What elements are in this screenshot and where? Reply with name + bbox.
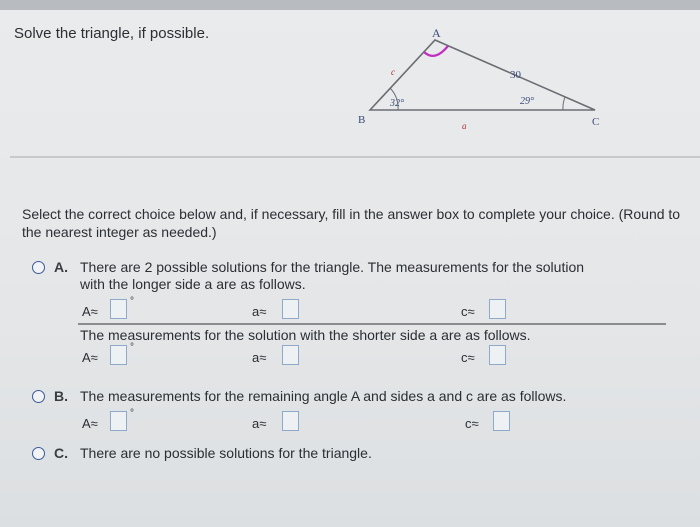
choice-a-longer-angle-label: A≈ bbox=[82, 304, 98, 319]
choice-a-shorter-side-a-label: a≈ bbox=[252, 350, 267, 365]
choice-b-angle-label: A≈ bbox=[82, 416, 98, 431]
choice-a-shorter-angle-input[interactable] bbox=[110, 345, 127, 365]
choice-a-longer-side-a-input[interactable] bbox=[282, 299, 299, 319]
choice-b-side-c-label: c≈ bbox=[465, 416, 479, 431]
choice-a-shorter-side-c-label: c≈ bbox=[461, 350, 475, 365]
choice-b-side-a-label: a≈ bbox=[252, 416, 267, 431]
angle-c-arc bbox=[563, 97, 565, 110]
triangle-diagram bbox=[340, 25, 620, 140]
choice-a-longer-angle-input[interactable] bbox=[110, 299, 127, 319]
choice-a-letter: A. bbox=[54, 259, 68, 275]
choice-c-radio[interactable] bbox=[32, 447, 45, 460]
choice-b-text: The measurements for the remaining angle A and sides a and c are as follows. bbox=[80, 388, 567, 404]
choice-b-radio[interactable] bbox=[32, 390, 45, 403]
degree-symbol: ° bbox=[130, 342, 134, 353]
choice-a-shorter-side-c-input[interactable] bbox=[489, 345, 506, 365]
top-bar bbox=[0, 0, 700, 10]
vertex-c-label: C bbox=[592, 116, 600, 128]
choice-a-shorter-side-a-input[interactable] bbox=[282, 345, 299, 365]
angle-c-label: 29° bbox=[520, 96, 534, 107]
choice-a-radio[interactable] bbox=[32, 261, 45, 274]
choice-a-shorter-angle-label: A≈ bbox=[82, 350, 98, 365]
choice-c-text: There are no possible solutions for the triangle. bbox=[80, 445, 372, 461]
side-c-label: c bbox=[391, 67, 395, 77]
choice-b-letter: B. bbox=[54, 388, 68, 404]
choice-b-side-c-input[interactable] bbox=[493, 411, 510, 431]
vertex-b-label: B bbox=[358, 114, 366, 126]
vertex-a-label: A bbox=[432, 26, 441, 40]
degree-symbol: ° bbox=[130, 408, 134, 419]
choice-b-side-a-input[interactable] bbox=[282, 411, 299, 431]
choice-c-letter: C. bbox=[54, 445, 68, 461]
side-a-label: a bbox=[462, 121, 467, 131]
choice-a-separator bbox=[78, 323, 666, 325]
degree-symbol: ° bbox=[130, 296, 134, 307]
question-prompt: Solve the triangle, if possible. bbox=[14, 25, 210, 42]
choice-a-longer-side-c-label: c≈ bbox=[461, 304, 475, 319]
instructions-text: Select the correct choice below and, if necessary, fill in the answer box to complete your choice. (Round to the nearest integer as needed.) bbox=[22, 206, 681, 240]
choice-a-longer-side-a-label: a≈ bbox=[252, 304, 267, 319]
section-divider bbox=[10, 156, 700, 158]
choice-a-text-line1: There are 2 possible solutions for the triangle. The measurements for the solution bbox=[80, 259, 585, 275]
choice-b-angle-input[interactable] bbox=[110, 411, 127, 431]
angle-b-label: 32° bbox=[390, 98, 404, 109]
choice-a-shorter-text: The measurements for the solution with the shorter side a are as follows. bbox=[80, 327, 531, 343]
choice-a-longer-side-c-input[interactable] bbox=[489, 299, 506, 319]
side-b-label: 30 bbox=[510, 69, 521, 81]
choice-a-text-line2: with the longer side a are as follows. bbox=[80, 276, 306, 292]
